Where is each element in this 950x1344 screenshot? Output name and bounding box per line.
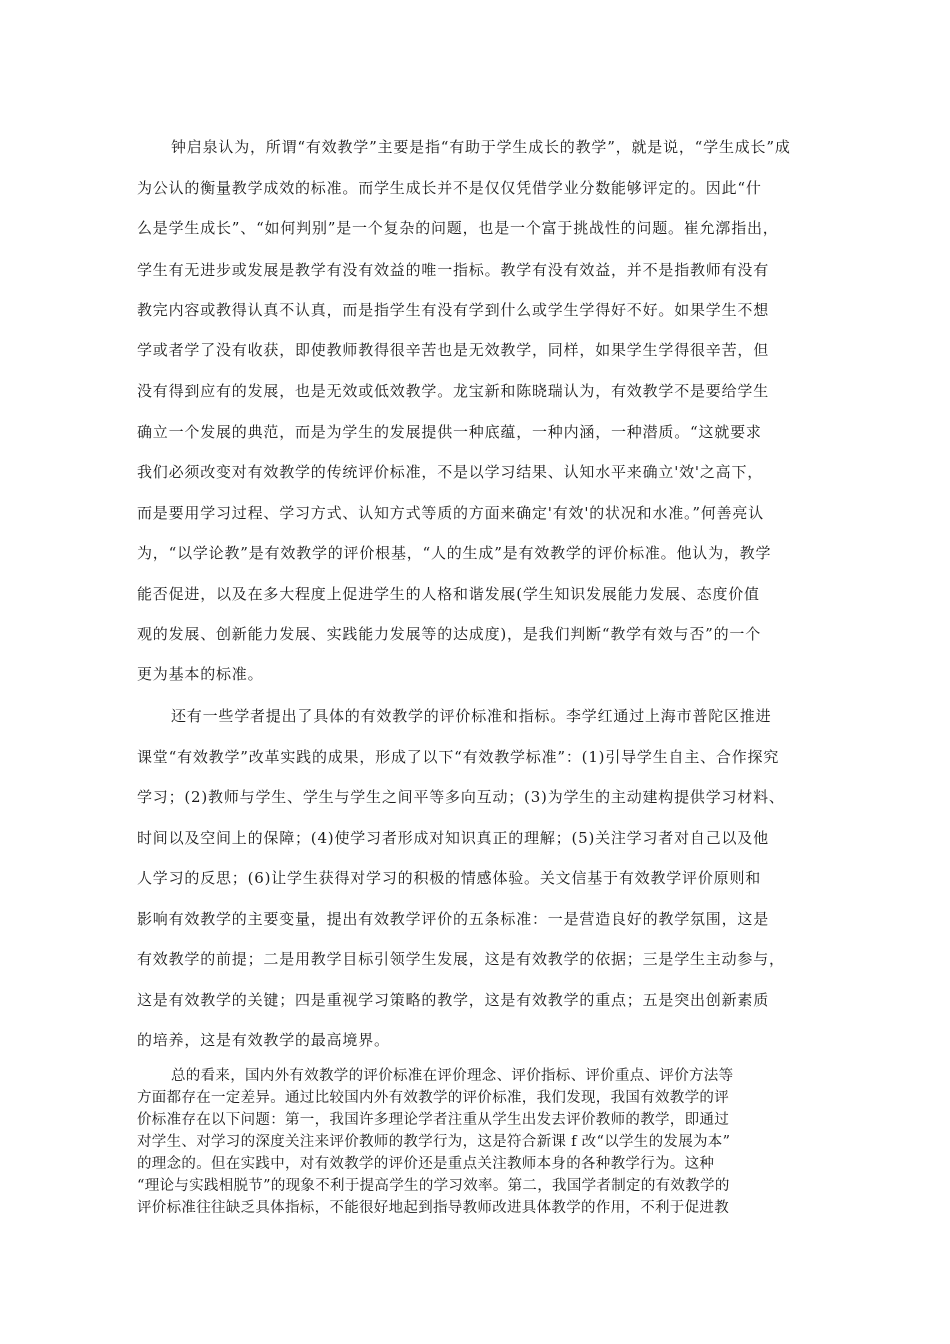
text-line: 为，“以学论教”是有效教学的评价根基，“人的生成”是有效教学的评价标准。他认为，教学 (137, 544, 772, 562)
text-line: 的培养，这是有效教学的最高境界。 (137, 1031, 390, 1049)
text-line: 学生有无进步或发展是教学有没有效益的唯一指标。教学有没有效益，并不是指教师有没有 (137, 261, 770, 279)
text-line: 影响有效教学的主要变量，提出有效教学评价的五条标准：一是营造良好的教学氛围，这是 (137, 910, 770, 928)
text-line: 钟启泉认为，所谓“有效教学”主要是指“有助于学生成长的教学”，就是说，“学生成长”成 (171, 138, 791, 156)
text-line: 价标准存在以下问题：第一，我国许多理论学者注重从学生出发去评价教师的教学，即通过 (137, 1112, 729, 1128)
text-line: 没有得到应有的发展，也是无效或低效教学。龙宝新和陈晓瑞认为，有效教学不是要给学生 (137, 382, 770, 400)
text-line: 更为基本的标准。 (137, 665, 264, 683)
text-line: 么是学生成长”、“如何判别”是一个复杂的问题，也是一个富于挑战性的问题。崔允漷指出， (137, 219, 779, 237)
text-line: 人学习的反思；(6)让学生获得对学习的积极的情感体验。关文信基于有效教学评价原则和 (137, 869, 762, 887)
text-line: 为公认的衡量教学成效的标准。而学生成长并不是仅仅凭借学业分数能够评定的。因此“什 (137, 179, 762, 197)
text-line: “理论与实践相脱节”的现象不利于提高学生的学习效率。第二，我国学者制定的有效教学的 (137, 1178, 730, 1194)
text-line: 观的发展、创新能力发展、实践能力发展等的达成度)，是我们判断“教学有效与否”的一个 (137, 625, 761, 643)
text-line: 我们必须改变对有效教学的传统评价标准，不是以学习结果、认知水平来确立'效'之高下， (137, 463, 764, 481)
text-line: 教完内容或教得认真不认真，而是指学生有没有学到什么或学生学得好不好。如果学生不想 (137, 301, 770, 319)
text-line: 评价标准往往缺乏具体指标，不能很好地起到指导教师改进具体教学的作用，不利于促进教 (137, 1200, 729, 1216)
text-line: 课堂“有效教学”改革实践的成果，形成了以下“有效教学标准”：(1)引导学生自主、合作探究 (137, 748, 780, 766)
text-line: 对学生、对学习的深度关注来评价教师的教学行为，这是符合新课 f 改“以学生的发展为本” (137, 1134, 731, 1150)
text-line: 时间以及空间上的保障；(4)使学习者形成对知识真正的理解；(5)关注学习者对自己以及他 (137, 829, 769, 847)
text-line: 有效教学的前提；二是用教学目标引领学生发展，这是有效教学的依据；三是学生主动参与， (137, 950, 785, 968)
text-line: 学习；(2)教师与学生、学生与学生之间平等多向互动；(3)为学生的主动建构提供学习材料、 (137, 788, 785, 806)
text-line: 确立一个发展的典范，而是为学生的发展提供一种底蕴，一种内涵，一种潜质。“这就要求 (137, 423, 762, 441)
text-line: 学或者学了没有收获，即使教师教得很辛苦也是无效教学，同样，如果学生学得很辛苦，但 (137, 341, 770, 359)
text-line: 这是有效教学的关键；四是重视学习策略的教学，这是有效教学的重点；五是突出创新素质 (137, 991, 770, 1009)
text-line: 而是要用学习过程、学习方式、认知方式等质的方面来确定'有效'的状况和水准。”何善亮认 (137, 504, 765, 522)
text-line: 还有一些学者提出了具体的有效教学的评价标准和指标。李学红通过上海市普陀区推进 (171, 707, 772, 725)
text-line: 能否促进，以及在多大程度上促进学生的人格和谐发展(学生知识发展能力发展、态度价值 (137, 585, 760, 603)
text-line: 方面都存在一定差异。通过比较国内外有效教学的评价标准，我们发现，我国有效教学的评 (137, 1090, 729, 1106)
text-line: 总的看来，国内外有效教学的评价标准在评价理念、评价指标、评价重点、评价方法等 (171, 1068, 734, 1084)
text-line: 的理念的。但在实践中，对有效教学的评价还是重点关注教师本身的各种教学行为。这种 (137, 1156, 715, 1172)
